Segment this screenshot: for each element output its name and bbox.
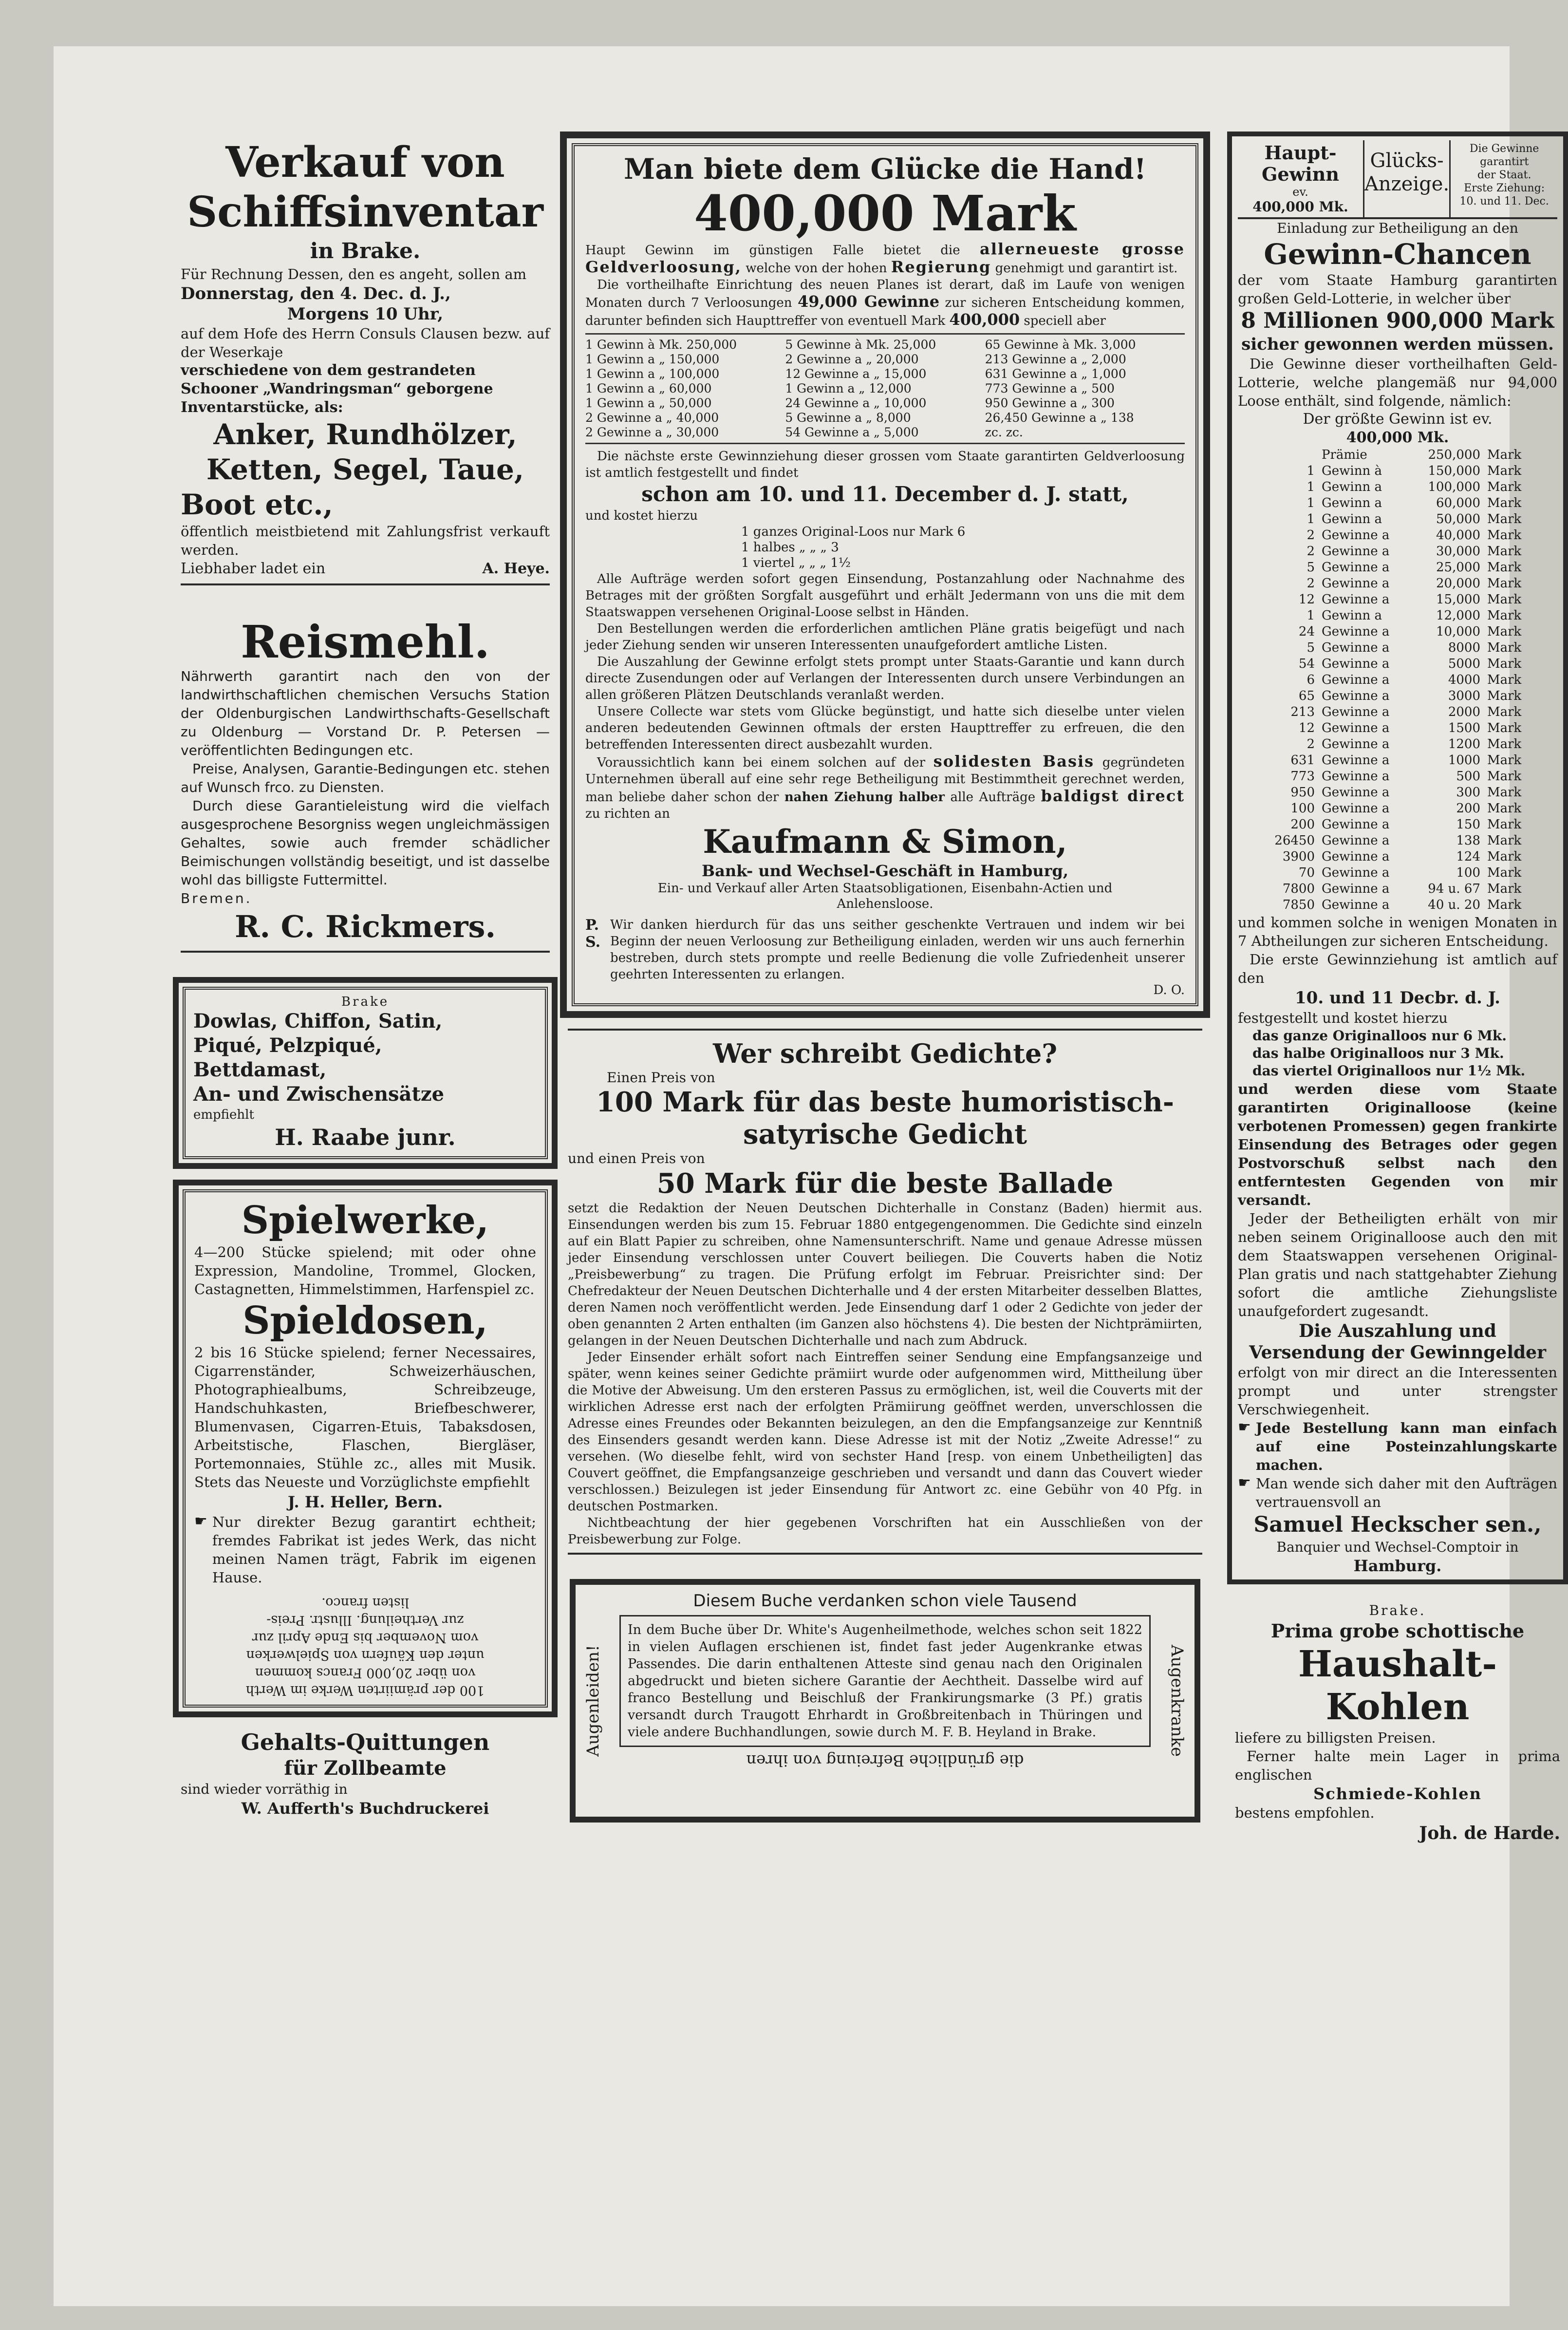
prize-list-cell: Mark [1487, 608, 1522, 623]
prize-list-cell: 5000 [1448, 657, 1480, 671]
ad-goods: An- und Zwischensätze [193, 1083, 445, 1106]
prize-list-cell: Mark [1487, 673, 1522, 687]
ad-title: Gewinn-Chancen [1264, 238, 1531, 271]
ad-text: und kostet hierzu [585, 508, 698, 523]
ps-text: Wir danken hierdurch für das uns seither geschenkte Vertrauen und indem wir bei Beginn der neuen Verloosung zur Betheiligung einladen, werden wir uns auch fernerhin bestreben, durch stets prompte und reelle Bedienung die volle Zufriedenheit unserer geehrten Interessenten zu erlangen. [610, 918, 1185, 982]
prize-list-cell: Gewinn a [1322, 608, 1382, 623]
ad-signature: H. Raabe junr. [275, 1124, 456, 1150]
ad-subtitle: für Zollbeamte [284, 1757, 447, 1780]
prize-list-cell: Mark [1487, 721, 1522, 735]
prize-list-cell: 26450 [1274, 833, 1315, 848]
prize-list-cell: Mark [1487, 544, 1522, 559]
ad-date: Donnerstag, den 4. Dec. d. J., [181, 284, 451, 303]
prize-list-cell: 24 [1298, 624, 1315, 639]
prize-cell: 65 Gewinne à Mk. 3,000 [985, 338, 1136, 352]
ad-items: verschiedene von dem gestrandeten Schooner „Wandringsman“ geborgene Inventarstücke, als: [181, 362, 493, 416]
ad-text: und kommen solche in wenigen Monaten in 7 Abtheilungen zur sicheren Entscheidung. [1238, 914, 1557, 949]
ad-text: Nährwerth garantirt nach den von der landwirthschaftlichen chemischen Versuchs Station der Oldenburgischen Landwirthschafts-Gesellschaft zu Oldenburg — Vorstand Dr. P. Petersen — veröffentlichten Bedingungen etc. [181, 668, 550, 758]
ad-top-text: Diesem Buche verdanken schon viele Tausend [693, 1591, 1077, 1611]
ad-goods: Anker, Rundhölzer, [213, 418, 517, 451]
prize-list-cell: 5 [1307, 640, 1315, 655]
prize-list-cell: 250,000 [1428, 448, 1480, 462]
prize-list-cell: Gewinn a [1322, 480, 1382, 494]
prize-list-cell: 1 [1307, 480, 1315, 494]
prize-list-cell: 124 [1456, 849, 1480, 864]
draw-date: schon am 10. und 11. December d. J. statt, [641, 482, 1129, 506]
ad-text: auf dem Hofe des Herrn Consuls Clausen bezw. auf der Weserkaje [181, 325, 550, 360]
prize-list-cell: 4000 [1448, 673, 1480, 687]
prize-list-cell: 12 [1298, 721, 1315, 735]
ad-gehaltsquittungen [173, 1728, 558, 1825]
prize-list-cell: Gewinne a [1322, 882, 1390, 896]
ad-title: Verkauf von [225, 138, 505, 187]
prize-list-cell: 12 [1298, 592, 1315, 607]
prize-list-cell: Mark [1487, 657, 1522, 671]
ad-text: und einen Preis von [568, 1150, 705, 1166]
ad-signature: W. Aufferth's Buchdruckerei [241, 1799, 489, 1818]
prize-list-cell: 10,000 [1436, 624, 1480, 639]
prize-list-cell: 5 [1307, 560, 1315, 575]
ad-text: Der größte Gewinn ist ev. [1303, 411, 1493, 428]
ad-augenheilmethode [570, 1579, 1200, 1823]
prize-list-cell: Gewinne a [1322, 657, 1390, 671]
ad-text: Nichtbeachtung der hier gegebenen Vorschriften hat ein Ausschließen von der Preisbewerbung zur Folge. [568, 1516, 1202, 1547]
ad-wer-schreibt-gedichte [560, 1029, 1210, 1568]
ad-text: Unsere Collecte war stets vom Glücke begünstigt, und hatte sich dieselbe unter vielen anderen bedeutenden Gewinnen oftmals der ersten Haupttreffer zu erfreuen, die den betreffenden Interessenten direct ausbezahlt wurden. [585, 704, 1185, 752]
ad-text: Die erste Gewinnziehung ist amtlich auf den [1238, 951, 1557, 986]
prize-cell: 54 Gewinne a „ 5,000 [785, 425, 919, 439]
prize-list-cell: Mark [1487, 640, 1522, 655]
ad-goods: Dowlas, Chiffon, Satin, [193, 1010, 443, 1033]
prize-list-cell: 15,000 [1436, 592, 1480, 607]
prize-cell: 213 Gewinne a „ 2,000 [985, 352, 1126, 366]
ad-text: sicher gewonnen werden müssen. [1241, 335, 1554, 354]
ad-goods: Piqué, Pelzpiqué, [193, 1034, 382, 1057]
prize-list-cell: Mark [1487, 865, 1522, 880]
middle-column [560, 132, 1210, 2287]
prize-list-cell: 30,000 [1436, 544, 1480, 559]
prize-list-cell: Gewinne a [1322, 769, 1390, 784]
ad-schiffsinventar [173, 132, 558, 599]
ad-spielwerke [173, 1180, 558, 1717]
firm-name: Kaufmann & Simon, [703, 823, 1067, 861]
ad-text: In dem Buche über Dr. White's Augenheilmethode, welches schon seit 1822 in vielen Auflagen erschienen ist, findet fast jeder Augenkranke etwas Passendes. Die darin enthaltenen Atteste sind genau nach den Originalen abgedruckt und bieten sichere Garantie der Aechtheit. Dasselbe wird auf franco Bestellung und Beischluß der Frankirungsmarke (3 Pf.) gratis versandt durch Traugott Ehrhardt in Großbreitenbach in Thüringen und viele andere Buchhandlungen, sowie durch M. F. B. Heyland in Brake. [628, 1622, 1142, 1740]
prize-list-cell: 200 [1290, 817, 1315, 832]
prize-cell: 1 Gewinn a „ 150,000 [585, 352, 720, 366]
prize-list-cell: 138 [1456, 833, 1480, 848]
draw-date: 10. und 11 Decbr. d. J. [1295, 988, 1500, 1008]
ad-text: empfiehlt [193, 1108, 254, 1122]
prize-list [1238, 447, 1557, 913]
prize-list-cell: 50,000 [1436, 512, 1480, 526]
prize-list-cell: 2 [1307, 528, 1315, 543]
prize-list-cell: 150 [1456, 817, 1480, 832]
prize-list-cell: Gewinne a [1322, 737, 1390, 752]
prize-headline: 50 Mark für die beste Ballade [656, 1167, 1114, 1200]
prize-list-cell: 60,000 [1436, 496, 1480, 510]
ad-signature: R. C. Rickmers. [234, 909, 496, 944]
prize-list-cell: 1000 [1448, 753, 1480, 768]
prize-list-cell: 2000 [1448, 705, 1480, 719]
prize-list-cell: 7800 [1282, 882, 1315, 896]
side-text-right: Augenkranke [1167, 1645, 1187, 1757]
ad-place: in Brake. [310, 239, 421, 263]
prize-list-cell: Gewinne a [1322, 801, 1390, 816]
prize-list-cell: 2 [1307, 737, 1315, 752]
prize-list-cell: 500 [1456, 769, 1480, 784]
prize-list-cell: Mark [1487, 480, 1522, 494]
prize-list-cell: 25,000 [1436, 560, 1480, 575]
prize-list-cell: 6 [1307, 673, 1315, 687]
ad-text: Alle Aufträge werden sofort gegen Einsendung, Postanzahlung oder Nachnahme des Betrages mit der größten Sorgfalt ausgeführt und erhält Jedermann von uns die mit dem Staatswappen versehenen Original-Loose selbst in Händen. [585, 572, 1185, 620]
prize-list-cell: 950 [1290, 785, 1315, 800]
prize-list-cell: 40,000 [1436, 528, 1480, 543]
prize-list-cell: 1200 [1448, 737, 1480, 752]
prize-list-cell: Mark [1487, 882, 1522, 896]
ad-text: Man wende sich daher mit den Aufträgen vertrauensvoll an [1255, 1475, 1557, 1510]
prize-list-cell: Gewinne a [1322, 898, 1390, 912]
prize-list-cell: 1500 [1448, 721, 1480, 735]
prize-list-cell: Mark [1487, 898, 1522, 912]
prize-list-cell: Gewinne a [1322, 721, 1390, 735]
ad-subtitle: Prima grobe schottische [1270, 1620, 1525, 1642]
ad-signature: J. H. Heller, Bern. [287, 1493, 443, 1511]
prize-cell: 950 Gewinne a „ 300 [985, 396, 1115, 410]
ad-reismehl [173, 610, 558, 966]
header-text: 10. und 11. Dec. [1459, 195, 1549, 207]
prize-list-cell: Mark [1487, 576, 1522, 591]
ad-raabe [173, 977, 558, 1169]
prize-list-cell: 94 u. 67 [1428, 882, 1480, 896]
ad-text: 2 bis 16 Stücke spielend; ferner Necessaires, Cigarrenständer, Schweizerhäuschen, Photographiealbums, Schreibzeuge, Handschuhkasten, Briefbeschwerer, Blumenvasen, Cigarren-Etuis, Tabaksdosen, Arbeitstische, Flaschen, Biergläser, Portemonnaies, Stühle zc., alles mit Musik. Stets das Neueste und Vorzüglichste empfiehlt [194, 1344, 536, 1490]
pointing-hand-icon: ☛ [1238, 1419, 1251, 1436]
prize-list-cell: Prämie [1322, 448, 1367, 462]
ad-lotterie-kaufmann-simon [560, 132, 1210, 1018]
ticket-prices: 1 ganzes Original-Loos nur Mark 6 1 halbes „ „ „ 3 1 viertel „ „ „ 1½ [741, 525, 966, 570]
ad-highlight: Schmiede-Kohlen [1313, 1785, 1482, 1803]
firm-desc: Banquier und Wechsel-Comptoir in [1276, 1539, 1519, 1555]
prize-list-cell: 2 [1307, 544, 1315, 559]
prize-list-cell: Gewinne a [1322, 785, 1390, 800]
prize-list-cell: Mark [1487, 817, 1522, 832]
prize-list-cell: 150,000 [1428, 464, 1480, 478]
prize-list-cell: 20,000 [1436, 576, 1480, 591]
header-text: ev. [1292, 185, 1308, 199]
ticket-prices: das ganze Originalloos nur 6 Mk. das halbe Originalloos nur 3 Mk. das viertel Originalloos nur 1½ Mk. [1252, 1028, 1526, 1079]
prize-cell: 1 Gewinn a „ 50,000 [585, 396, 712, 410]
prize-cell: 2 Gewinne a „ 40,000 [585, 411, 719, 425]
prize-list-cell: 773 [1290, 769, 1315, 784]
prize-cell: 2 Gewinne a „ 30,000 [585, 425, 719, 439]
firm-desc: Bank- und Wechsel-Geschäft in Hamburg, [702, 862, 1068, 880]
ad-title: Spielwerke, [241, 1198, 489, 1242]
pointing-hand-icon: ☛ [1238, 1474, 1251, 1491]
prize-list-cell: Gewinne a [1322, 592, 1390, 607]
ad-title: Reismehl. [241, 616, 490, 668]
prize-list-cell: Gewinne a [1322, 544, 1390, 559]
prize-list-cell: 65 [1298, 689, 1315, 703]
prize-list-cell: 2 [1307, 576, 1315, 591]
ad-title: Schiffsinventar [187, 188, 543, 237]
prize-cell: 12 Gewinne a „ 15,000 [785, 367, 927, 381]
ad-text: 4—200 Stücke spielend; mit oder ohne Expression, Mandoline, Trommel, Glocken, Castagnetten, Himmelstimmen, Harfenspiel zc. [194, 1244, 536, 1297]
prize-list-cell: 54 [1298, 657, 1315, 671]
header-text: 400,000 Mk. [1252, 199, 1348, 215]
prize-list-cell: 3900 [1282, 849, 1315, 864]
prize-list-cell: 1 [1307, 464, 1315, 478]
prize-cell: 5 Gewinne a „ 8,000 [785, 411, 911, 425]
prize-list-cell: Mark [1487, 689, 1522, 703]
ad-text: Für Rechnung Dessen, den es angeht, sollen am [181, 266, 527, 282]
ad-text: Einladung zur Betheiligung an den [1277, 220, 1518, 236]
prize-list-cell: Mark [1487, 496, 1522, 510]
prize-list-cell: Gewinn a [1322, 512, 1382, 526]
ad-place: Brake. [1369, 1602, 1426, 1618]
prize-list-cell: Mark [1487, 528, 1522, 543]
header-text: Erste Ziehung: [1464, 182, 1545, 194]
ad-text: Die vortheilhafte Einrichtung des neuen Planes ist derart, daß im Laufe von wenigen Monaten durch 7 Verloosungen 49,000 Gewinne zur sicheren Entscheidung kommen, darunter befinden sich Haupttreffer von eventuell Mark 400,000 speciell aber [585, 278, 1185, 329]
prize-list-cell: 1 [1307, 496, 1315, 510]
prize-list-cell: Gewinne a [1322, 849, 1390, 864]
prize-list-cell: 100 [1456, 865, 1480, 880]
prize-list-cell: Gewinne a [1322, 576, 1390, 591]
ad-text: der vom Staate Hamburg garantirten großen Geld-Lotterie, in welcher über [1238, 272, 1557, 307]
ad-title: Gehalts-Quittungen [241, 1729, 490, 1755]
firm-name: Samuel Heckscher sen., [1253, 1512, 1542, 1537]
prize-list-cell: Mark [1487, 592, 1522, 607]
ad-city: Bremen. [181, 890, 252, 906]
prize-list-cell [1271, 447, 1315, 463]
ad-text: festgestellt und kostet hierzu [1238, 1010, 1448, 1026]
header-text: der Staat. [1477, 169, 1531, 181]
ad-text: Jede Bestellung kann man einfach auf eine Posteinzahlungskarte machen. [1255, 1420, 1557, 1473]
ad-gluecks-anzeige [1227, 132, 1568, 1584]
ad-text: Jeder der Betheiligten erhält von mir neben seinem Originalloose auch den mit dem Staatswappen versehenen Original-Plan gratis und nach stattgehabter Ziehung sofort die amtliche Ziehungsliste unaufgefordert zugesandt. [1238, 1210, 1557, 1319]
ad-text: Liebhaber ladet ein [181, 560, 326, 577]
prize-list-cell: Gewinne a [1322, 673, 1390, 687]
prize-list-cell: Mark [1487, 448, 1522, 462]
prize-headline: 100 Mark für das beste humoristisch-satyrische Gedicht [596, 1086, 1175, 1150]
header-text: garantirt [1480, 156, 1529, 168]
prize-cell: zc. zc. [985, 425, 1023, 439]
prize-list-cell: Gewinne a [1322, 624, 1390, 639]
prize-cell: 773 Gewinne a „ 500 [985, 381, 1115, 395]
prize-list-cell: Mark [1487, 737, 1522, 752]
left-column [173, 132, 558, 2287]
ad-text: Voraussichtlich kann bei einem solchen auf der solidesten Basis gegründeten Unternehmen überall auf eine sehr rege Betheiligung mit Bestimmtheit gerechnet werden, man beliebe daher schon der nahen Ziehung halber alle Aufträge baldigst direct zu richten an [585, 752, 1185, 821]
ad-text: Die Auszahlung und Versendung der Gewinngelder [1249, 1321, 1547, 1363]
prize-list-cell: 8000 [1448, 640, 1480, 655]
ad-text: Nur direkter Bezug garantirt echtheit; fremdes Fabrikat ist jedes Werk, das nicht meinen Namen trägt, Fabrik im eigenen Hause. [212, 1514, 536, 1586]
ps-label: P. S. [585, 917, 601, 951]
newspaper-page [54, 46, 1560, 2306]
prize-list-cell: Mark [1487, 785, 1522, 800]
prize-list-cell: 3000 [1448, 689, 1480, 703]
prize-list-cell: Mark [1487, 560, 1522, 575]
prize-list-cell: 7850 [1282, 898, 1315, 912]
ad-title: Spieldosen, [243, 1298, 488, 1343]
prize-list-cell: Gewinne a [1322, 528, 1390, 543]
ad-text: Einen Preis von [607, 1070, 715, 1086]
prize-cell: 26,450 Gewinne a „ 138 [985, 411, 1134, 425]
prize-list-cell: Mark [1487, 464, 1522, 478]
header-text: Gewinn [1261, 163, 1340, 185]
side-text-left: Augenleiden! [583, 1645, 603, 1757]
ad-text: Ferner halte mein Lager in prima englischen [1235, 1748, 1560, 1783]
ad-text: Die nächste erste Gewinnziehung dieser grossen vom Staate garantirten Geldverloosung ist amtlich festgestellt und findet [585, 449, 1185, 480]
ad-text: Preise, Analysen, Garantie-Bedingungen etc. stehen auf Wunsch frco. zu Diensten. [181, 761, 550, 795]
firm-desc: Ein- und Verkauf aller Arten Staatsobligationen, Eisenbahn-Actien und Anlehensloose. [657, 881, 1113, 911]
prize-table [585, 333, 1185, 444]
prize-list-cell: Mark [1487, 801, 1522, 816]
ad-text: Jeder Einsender erhält sofort nach Eintreffen seiner Sendung eine Empfangsanzeige und später, wenn keines seiner Gedichte prämiirt wurde oder aufgenommen wird, Mittheilung über die Motive der Abweisung. Um den ersteren Passus zu ermöglichen, ist, weil die Couverts mit der wirklichen Adresse erst nach der erfolgten Prämiirung geöffnet werden, unverschlossen die Adresse eines Freundes oder Bekannten beizulegen, an den die Empfangsanzeige zur Kenntniß des Einsenders gesandt werden kann. Diese Adresse ist mit der Notiz „Zweite Adresse!“ zu versehen. (Wo dieselbe fehlt, wird von sechster Hand [resp. von einem Unbetheiligten] das Couvert geöffnet, die Empfangsanzeige geschrieben und versandt und dann das Couvert wieder verschlossen.) Beizulegen ist jeder Einsendung für Antwort zc. eine Gebühr von 40 Pfg. in deutschen Postmarken. [568, 1350, 1202, 1514]
prize-list-cell: 100,000 [1428, 480, 1480, 494]
prize-list-cell: Mark [1487, 753, 1522, 768]
firm-city: Hamburg. [1353, 1557, 1442, 1575]
ad-text: bestens empfohlen. [1235, 1804, 1375, 1821]
prize-list-cell: Mark [1487, 705, 1522, 719]
ad-signature: Joh. de Harde. [1419, 1823, 1560, 1843]
ad-text: setzt die Redaktion der Neuen Deutschen Dichterhalle in Constanz (Baden) hiermit aus. Einsendungen werden bis zum 15. Februar 1880 entgegengenommen. Die Gedichte sind einzeln auf ein Blatt Papier zu schreiben, ohne Namensunterschrift. Name und genaue Adresse müssen jeder Einsendung verschlossen unter Couvert beiliegen. Die Couverts haben die Notiz „Preisbewerbung“ zu tragen. Die Prüfung erfolgt im Februar. Preisrichter sind: Der Chefredakteur der Neuen Deutschen Dichterhalle und 4 der ersten Mitarbeiter desselben Blattes, deren Namen noch veröffentlicht werden. Jede Einsendung darf 1 oder 2 Gedichte von jeder der oben genannten 2 Arten enthalten (im Ganzen also höchstens 4). Die besten der Nichtprämiirten, gelangen in der Neuen Deutschen Dichterhalle und nach zum Abdruck. [568, 1201, 1202, 1348]
prize-list-cell: 200 [1456, 801, 1480, 816]
ad-place: Brake [341, 995, 390, 1009]
ad-goods: Bettdamast, [193, 1058, 327, 1081]
prize-cell: 24 Gewinne a „ 10,000 [785, 396, 927, 410]
prize-list-cell: Gewinne a [1322, 817, 1390, 832]
ad-time: Morgens 10 Uhr, [287, 304, 444, 324]
ad-goods: Ketten, Segel, Taue, [206, 453, 524, 486]
header-text: Anzeige. [1364, 173, 1450, 195]
prize-list-cell: 40 u. 20 [1428, 898, 1480, 912]
pointing-hand-icon: ☛ [194, 1513, 207, 1530]
ad-text: und werden diese vom Staate garantirten Originalloose (keine verbotenen Promessen) gegen frankirte Einsendung des Betrages oder gegen Postvorschuß selbst nach den entferntesten Gegenden von mir versandt. [1238, 1081, 1557, 1208]
prize-list-cell: 631 [1290, 753, 1315, 768]
prize-list-cell: 1 [1307, 512, 1315, 526]
ad-title: Wer schreibt Gedichte? [712, 1038, 1058, 1069]
prize-list-cell: Mark [1487, 769, 1522, 784]
ad-signature: A. Heye. [482, 560, 550, 577]
inverted-notice: 100 der prämiirten Werke im Werth von über 20,000 Francs kommen unter den Käufern von Spielwerken vom November bis Ende April zur zur Vertheilung. Illustr. Preis- listen franco. [245, 1595, 485, 1698]
prize-list-cell: Gewinn à [1322, 464, 1382, 478]
ad-bottom-text: die gründliche Befreiung von ihren [746, 1751, 1024, 1770]
ad-text: Den Bestellungen werden die erforderlichen amtlichen Pläne gratis beigefügt und nach jeder Ziehung senden wir unseren Interessenten unaufgefordert amtliche Listen. [585, 621, 1185, 653]
header-text: Glücks- [1370, 150, 1444, 172]
header-text: Die Gewinne [1469, 143, 1539, 155]
ad-haushalt-kohlen [1227, 1595, 1568, 1851]
prize-list-cell: Gewinne a [1322, 640, 1390, 655]
prize-list-cell: Mark [1487, 849, 1522, 864]
header-text: Haupt- [1264, 142, 1337, 164]
ad-text: sind wieder vorräthig in [181, 1781, 348, 1797]
ad-text: Haupt Gewinn im günstigen Falle bietet die allerneueste grosse Geldverloosung, welche von der hohen Regierung genehmigt und garantirt ist. [585, 240, 1185, 276]
prize-list-cell: 300 [1456, 785, 1480, 800]
prize-cell: 1 Gewinn à Mk. 250,000 [585, 338, 737, 352]
prize-list-cell: Gewinne a [1322, 865, 1390, 880]
prize-cell: 1 Gewinn a „ 12,000 [785, 381, 912, 395]
total-amount: 8 Millionen 900,000 Mark [1241, 308, 1554, 333]
prize-list-cell: Gewinne a [1322, 560, 1390, 575]
prize-list-cell: 12,000 [1436, 608, 1480, 623]
prize-list-cell: Gewinne a [1322, 689, 1390, 703]
prize-list-cell: 213 [1290, 705, 1315, 719]
ad-text: liefere zu billigsten Preisen. [1235, 1729, 1436, 1746]
prize-list-cell: Mark [1487, 624, 1522, 639]
prize-list-cell: Gewinne a [1322, 753, 1390, 768]
ad-text: erfolgt von mir direct an die Interessenten prompt und unter strengster Verschwiegenheit. [1238, 1364, 1557, 1418]
ad-text: Die Gewinne dieser vortheilhaften Geld-Lotterie, welche plangemäß nur 94,000 Loose enthält, sind folgende, nämlich: [1238, 356, 1557, 409]
prize-cell: 2 Gewinne a „ 20,000 [785, 352, 919, 366]
ad-title: Haushalt-Kohlen [1298, 1643, 1497, 1728]
ps-sign: D. O. [1153, 983, 1185, 997]
prize-list-cell: Gewinne a [1322, 833, 1390, 848]
ad-amount: 400,000 Mark [694, 185, 1076, 242]
prize-cell: 1 Gewinn a „ 60,000 [585, 381, 712, 395]
ad-text: 400,000 Mk. [1346, 429, 1449, 446]
prize-cell: 5 Gewinne à Mk. 25,000 [785, 338, 936, 352]
prize-list-cell: Gewinn a [1322, 496, 1382, 510]
prize-list-cell: Mark [1487, 833, 1522, 848]
ad-text: Durch diese Garantieleistung wird die vielfach ausgesprochene Besorgniss wegen ungleichmässigen Gehaltes, sowie auch fremder schädlicher Beimischungen vollständig beseitigt, und ist dasselbe wohl das billigste Futtermittel. [181, 798, 550, 888]
prize-cell: 1 Gewinn a „ 100,000 [585, 367, 720, 381]
prize-cell: 631 Gewinne a „ 1,000 [985, 367, 1126, 381]
right-column [1227, 132, 1568, 2287]
prize-list-cell: Gewinne a [1322, 705, 1390, 719]
ad-text: öffentlich meistbietend mit Zahlungsfrist verkauft werden. [181, 523, 550, 558]
ad-goods: Boot etc., [181, 488, 333, 521]
prize-list-cell: 100 [1290, 801, 1315, 816]
prize-list-cell: 1 [1307, 608, 1315, 623]
prize-list-cell: Mark [1487, 512, 1522, 526]
prize-list-cell: 70 [1298, 865, 1315, 880]
ad-headline: Man biete dem Glücke die Hand! [623, 152, 1147, 186]
ad-text: Die Auszahlung der Gewinne erfolgt stets prompt unter Staats-Garantie und kann durch directe Zusendungen oder auf Verlangen der Interessenten durch unsere Verbindungen an allen größeren Plätzen Deutschlands veranlaßt werden. [585, 655, 1185, 702]
